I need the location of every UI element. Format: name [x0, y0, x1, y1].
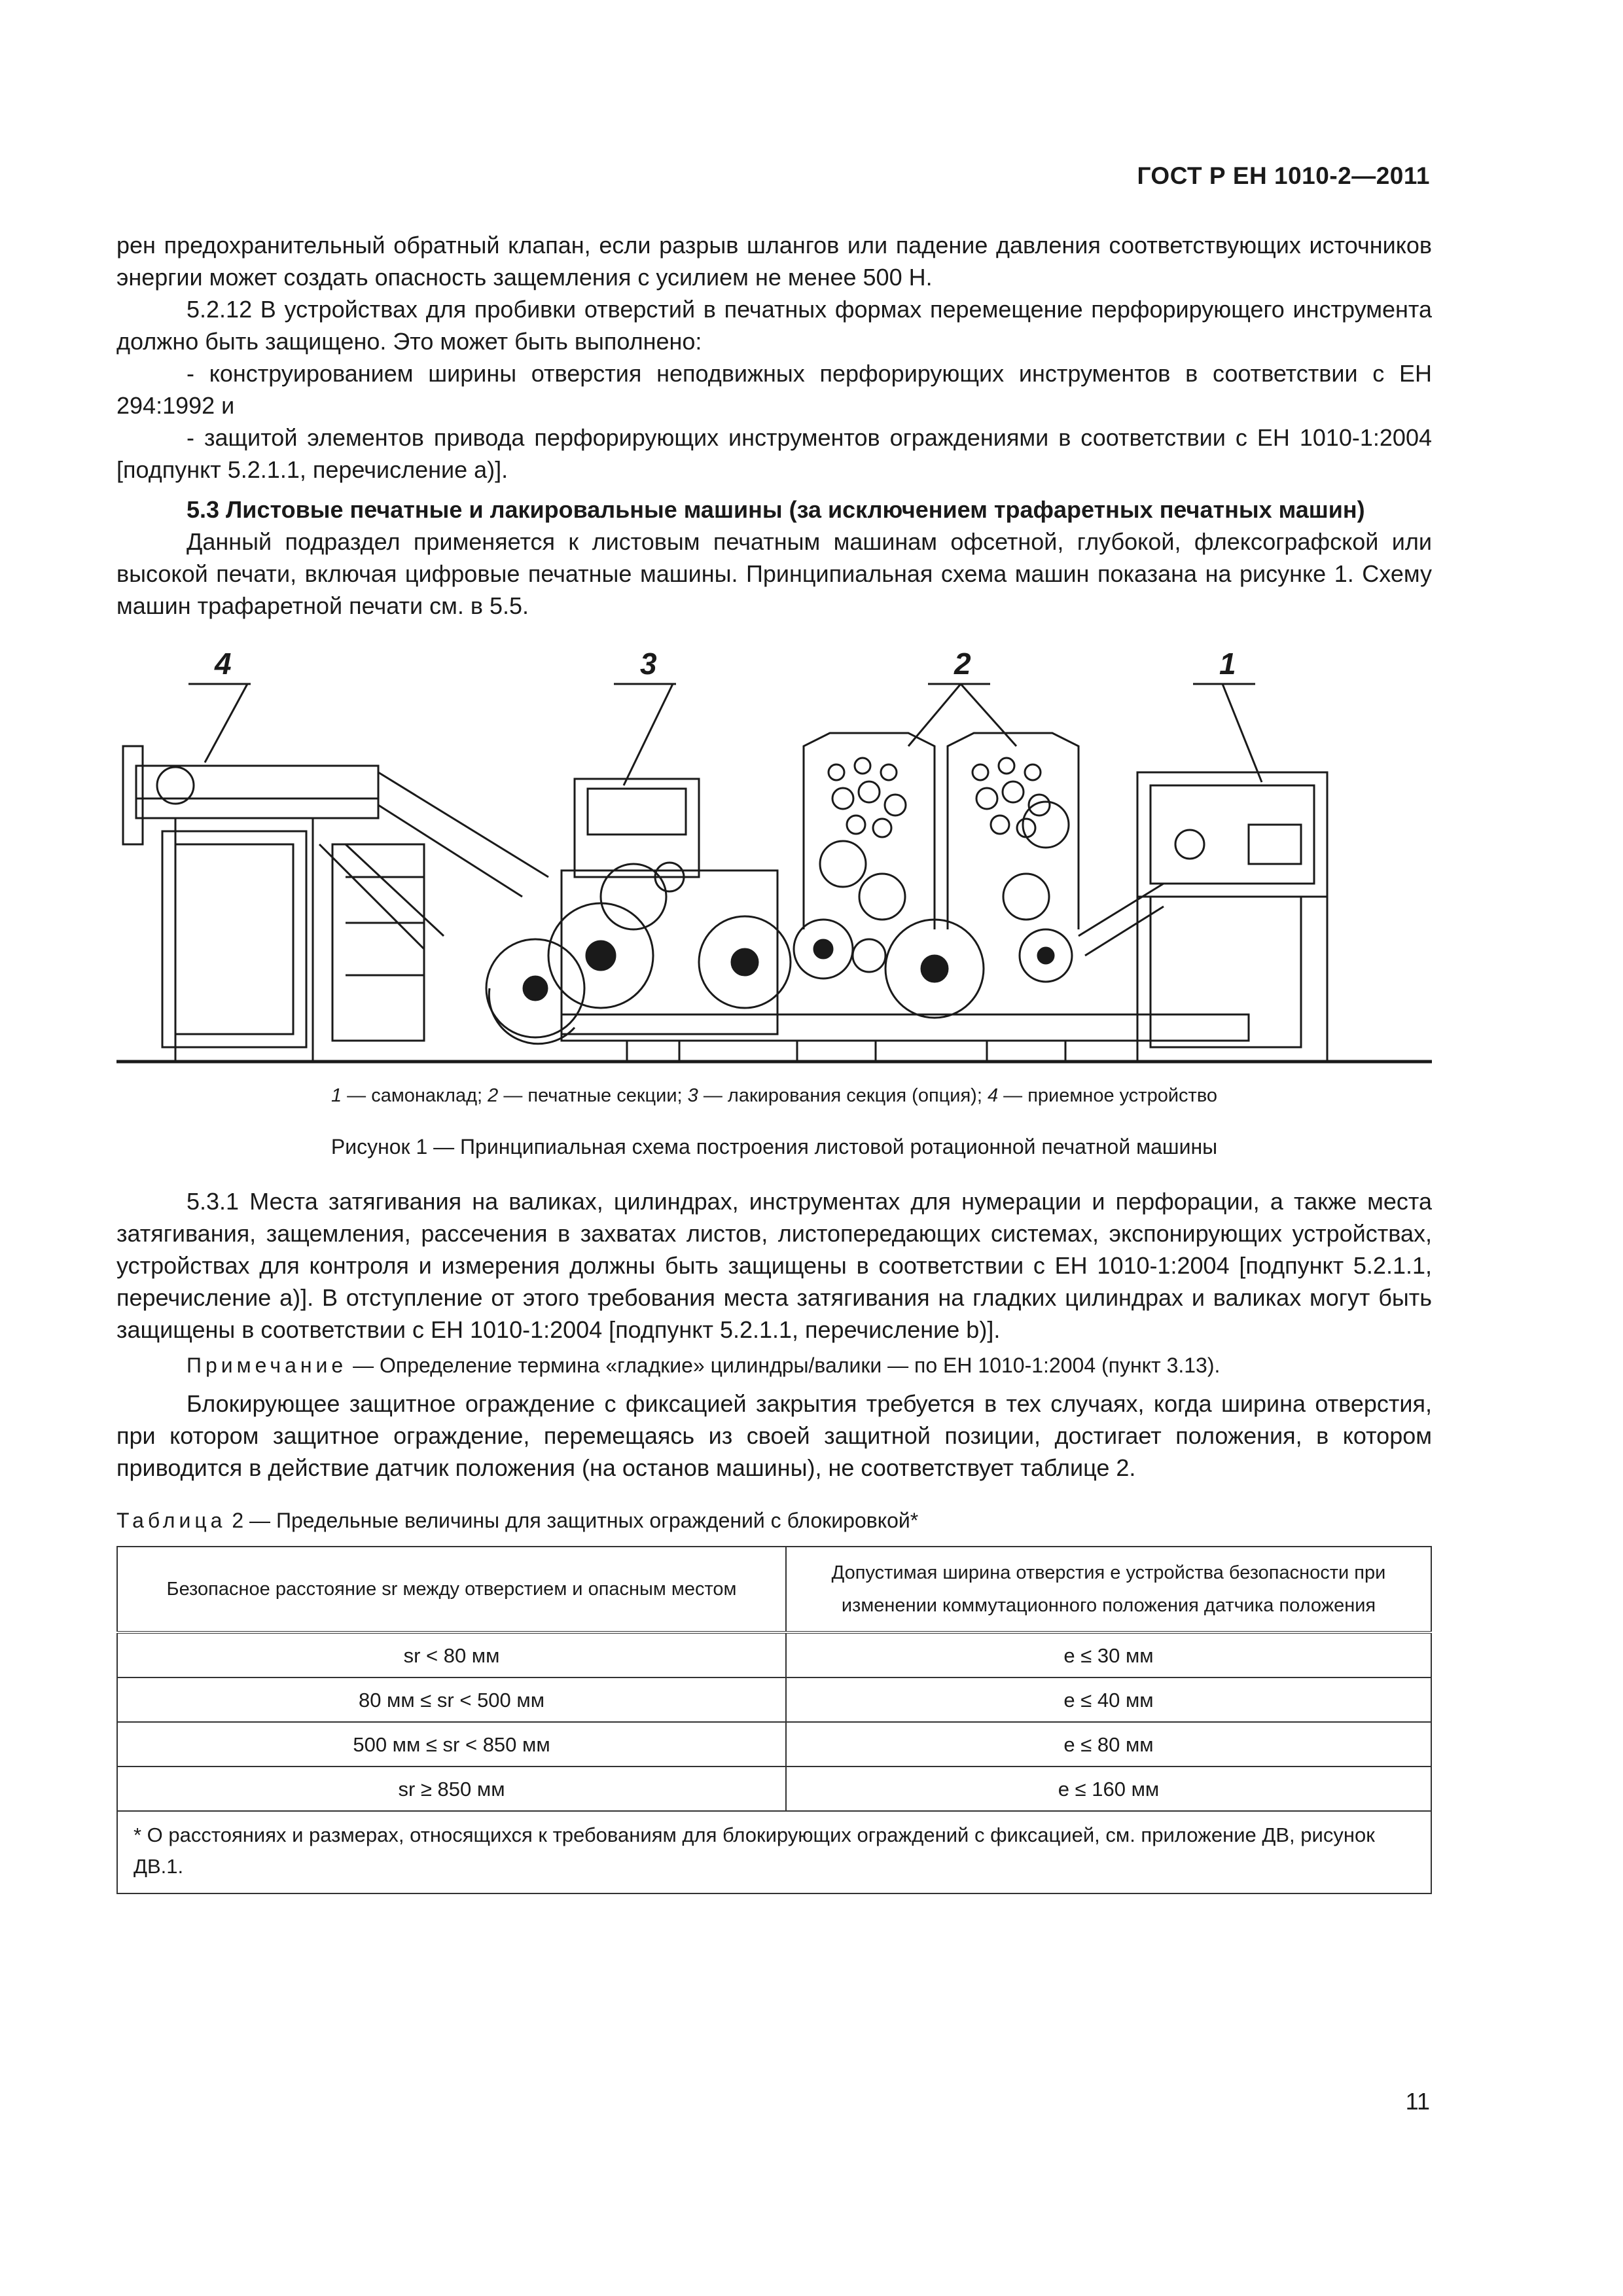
- table-header-row: [117, 1547, 1431, 1632]
- note-label: Примечание: [187, 1354, 348, 1377]
- table-header-distance: Безопасное расстояние sr между отверстием и опасным местом: [117, 1547, 786, 1632]
- callout-2: 2: [954, 647, 971, 681]
- table-row: [117, 1677, 1431, 1722]
- table-row: [117, 1632, 1431, 1677]
- legend-text-4: — приемное устройство: [998, 1085, 1218, 1106]
- table-cell-width: e ≤ 30 мм: [786, 1632, 1431, 1677]
- table-cell-distance: 500 мм ≤ sr < 850 мм: [117, 1722, 786, 1767]
- callout-4: 4: [215, 647, 232, 681]
- paragraph-5-3-1: 5.3.1 Места затягивания на валиках, цилиндрах, инструментах для нумерации и перфорации, а также места затягивания, защемления, рассечения в захватах листов, листопередающих системах, экспонирующих устройствах, устройствах для контроля и измерения должны быть защищены в соответствии с ЕН 1010-1:2004 [подпункт 5.2.1.1, перечисление а)]. В отступление от этого требования места затягивания на гладких цилиндрах и валиках могут быть защищены в соответствии с ЕН 1010-1:2004 [подпункт 5.2.1.1, перечисление b)].: [116, 1188, 1432, 1343]
- legend-num-3: 3: [687, 1085, 698, 1106]
- table-row: [117, 1722, 1431, 1767]
- section-heading-5-3: 5.3 Листовые печатные и лакировальные машины (за исключением трафаретных печатных машин): [187, 496, 1365, 523]
- printing-machine-schematic: [116, 648, 1432, 1067]
- figure-legend: [116, 1083, 1432, 1109]
- table-cell-distance: sr ≥ 850 мм: [117, 1767, 786, 1811]
- table-cell-width: e ≤ 40 мм: [786, 1677, 1431, 1722]
- note: [116, 1350, 1432, 1381]
- table-footnote-row: [117, 1811, 1431, 1893]
- legend-num-2: 2: [488, 1085, 499, 1106]
- paragraph-5-3-intro: Данный подраздел применяется к листовым печатным машинам офсетной, глубокой, флексографской или высокой печати, включая цифровые печатные машины. Принципиальная схема машин показана на рисунке 1. Схему машин трафаретной печати см. в 5.5.: [116, 528, 1432, 619]
- paragraph-continuation: рен предохранительный обратный клапан, если разрыв шлангов или падение давления соответствующих источников энергии может создать опасность защемления с усилием не менее 500 Н.: [116, 232, 1432, 291]
- note-text: — Определение термина «гладкие» цилиндры/валики — по ЕН 1010-1:2004 (пункт 3.13).: [347, 1354, 1221, 1377]
- page-number: 11: [1405, 2088, 1430, 2115]
- table-cell-distance: 80 мм ≤ sr < 500 мм: [117, 1677, 786, 1722]
- table-label: Таблица: [116, 1509, 226, 1532]
- table-cell-width: e ≤ 80 мм: [786, 1722, 1431, 1767]
- table-cell-distance: sr < 80 мм: [117, 1632, 786, 1677]
- body-text: [116, 229, 1432, 1894]
- paragraph-5-2-12: 5.2.12 В устройствах для пробивки отверстий в печатных формах перемещение перфорирующего инструмента должно быть защищено. Это может быть выполнено:: [116, 296, 1432, 355]
- callout-3: 3: [640, 647, 657, 681]
- document-id-header: ГОСТ Р ЕН 1010-2—2011: [1137, 162, 1430, 189]
- list-item-1: - конструированием ширины отверстия неподвижных перфорирующих инструментов в соответствии с ЕН 294:1992 и: [116, 360, 1432, 419]
- table-cell-width: e ≤ 160 мм: [786, 1767, 1431, 1811]
- legend-num-4: 4: [987, 1085, 999, 1106]
- legend-text-3: — лакирования секция (опция);: [698, 1085, 988, 1106]
- table-caption-text: 2 — Предельные величины для защитных ограждений с блокировкой*: [226, 1509, 919, 1532]
- list-item-2: - защитой элементов привода перфорирующих инструментов ограждениями в соответствии с ЕН 1010-1:2004 [подпункт 5.2.1.1, перечисление а)].: [116, 424, 1432, 483]
- table-header-opening-width: Допустимая ширина отверстия e устройства безопасности при изменении коммутационного положения датчика положения: [786, 1547, 1431, 1632]
- callout-1: 1: [1219, 647, 1236, 681]
- legend-num-1: 1: [330, 1085, 342, 1106]
- table-2: [116, 1546, 1432, 1894]
- table-row: [117, 1767, 1431, 1811]
- figure-1-machine-diagram: [116, 648, 1432, 1067]
- table-footnote: * О расстояниях и размерах, относящихся к требованиям для блокирующих ограждений с фиксацией, см. приложение ДВ, рисунок ДВ.1.: [117, 1811, 1431, 1893]
- table-caption: [116, 1505, 1432, 1537]
- paragraph-interlock: Блокирующее защитное ограждение с фиксацией закрытия требуется в тех случаях, когда ширина отверстия, при котором защитное ограждение, перемещаясь из своей защитной позиции, достигает положения, в котором приводится в действие датчик положения (на останов машины), не соответствует таблице 2.: [116, 1390, 1432, 1481]
- legend-text-2: — печатные секции;: [498, 1085, 688, 1106]
- legend-text-1: — самонаклад;: [342, 1085, 488, 1106]
- figure-caption: Рисунок 1 — Принципиальная схема построения листовой ротационной печатной машины: [330, 1135, 1218, 1158]
